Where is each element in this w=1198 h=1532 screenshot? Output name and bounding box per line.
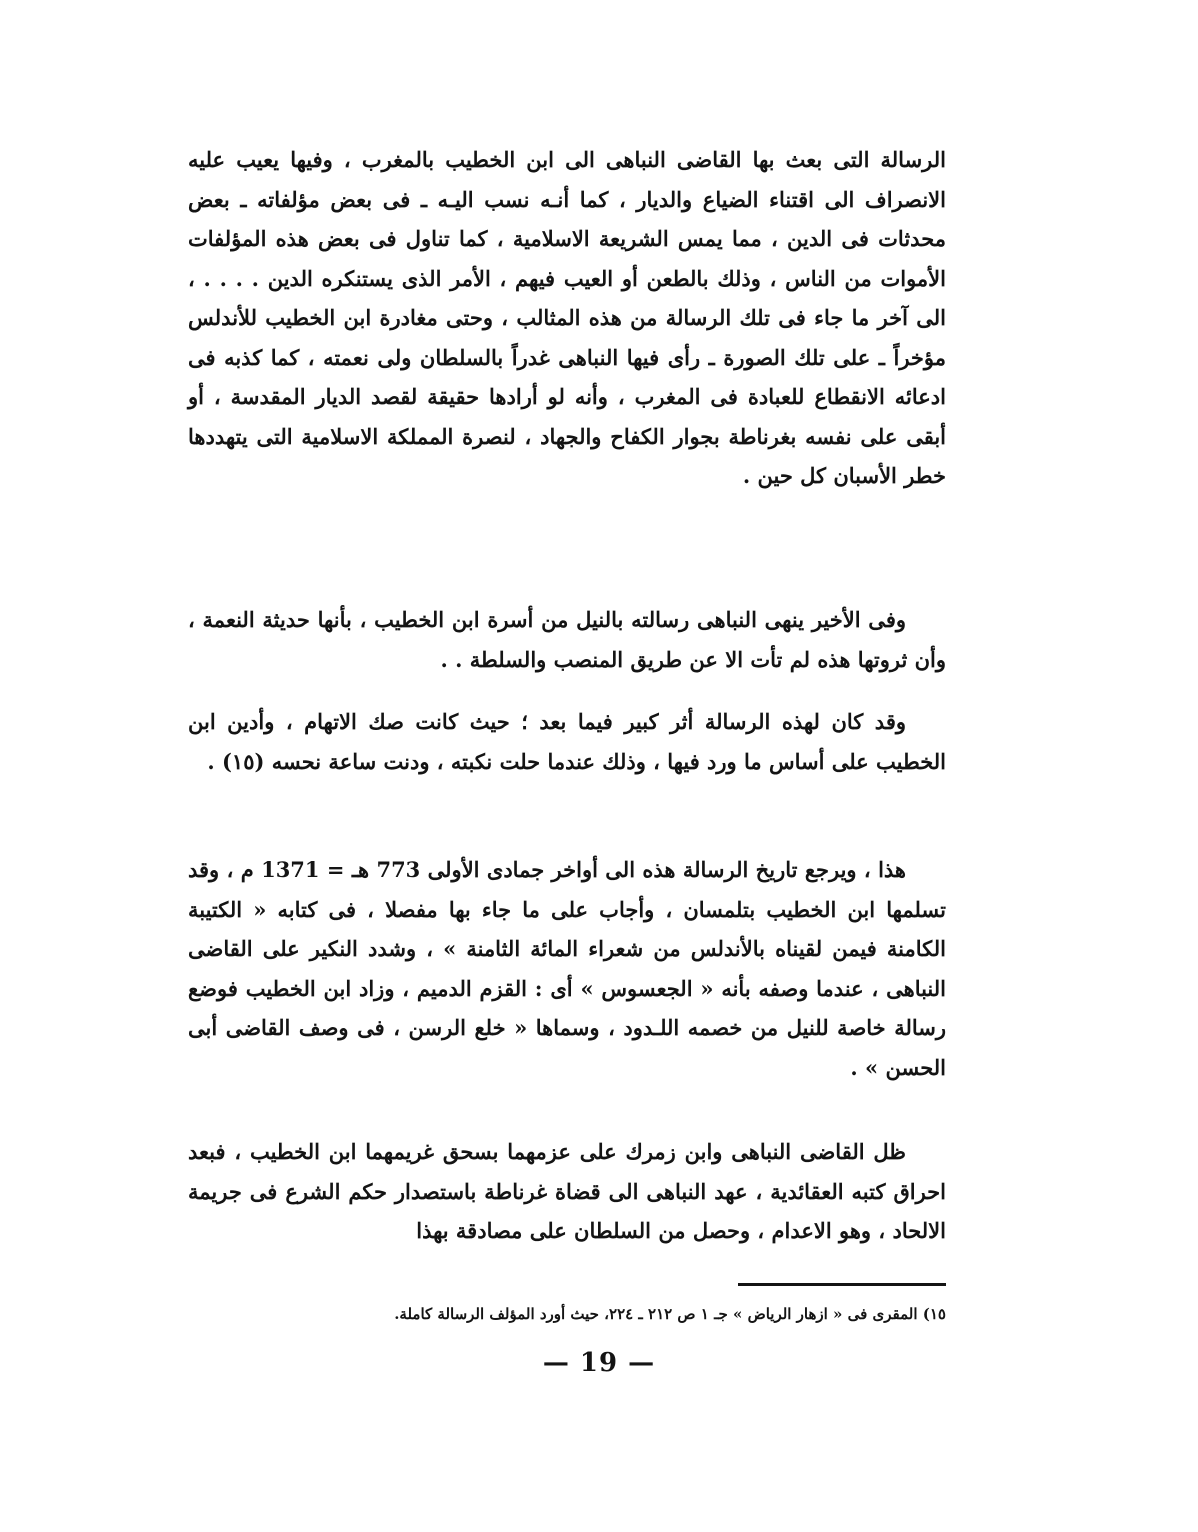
footnote-15: ١٥) المقرى فى « ازهار الرياض » جـ ١ ص ٢١٢ ـ ٢٢٤، حيث أورد المؤلف الرسالة كاملة. <box>394 1305 946 1323</box>
page-number: — 19 — <box>542 1348 656 1378</box>
paragraph-1: الرسالة التى بعث بها القاضى النباهى الى ابن الخطيب بالمغرب ، وفيها يعيب عليه الانصراف الى اقتناء الضياع والديار ، كما أنـه نسب اليـه ـ فى بعض مؤلفاته ـ بعض محدثات فى الدين ، مما يمس الشريعة الاسلامية ، كما تناول فى بعض هذه المؤلفات الأموات من الناس ، وذلك بالطعن أو العيب فيهم ، الأمر الذى يستنكره الدين . . . . ، الى آخر ما جاء فى تلك الرسالة من هذه المثالب ، وحتى مغادرة ابن الخطيب للأندلس مؤخراً ـ على تلك الصورة ـ رأى فيها النباهى غدراً بالسلطان ولى نعمته ، كما كذبه فى ادعائه الانقطاع للعبادة فى المغرب ، وأنه لو أرادها حقيقة لقصد الديار المقدسة ، أو أبقى على نفسه بغرناطة بجوار الكفاح والجهاد ، لنصرة المملكة الاسلامية التى يتهددها خطر الأسبان كل حين . <box>188 147 946 488</box>
paragraph-4: هذا ، ويرجع تاريخ الرسالة هذه الى أواخر جمادى الأولى 773 هـ = 1371 م ، وقد تسلمها ابن الخطيب بتلمسان ، وأجاب على ما جاء بها مفصلا ، فى كتابه « الكتيبة الكامنة فيمن لقيناه بالأندلس من شعراء المائة الثامنة » ، وشدد النكير على القاضى النباهى ، عندما وصفه بأنه « الجعسوس » أى : القزم الدميم ، وزاد ابن الخطيب فوضع رسالة خاصة للنيل من خصمه اللـدود ، وسماها « خلع الرسن ، فى وصف القاضى أبى الحسن » . <box>188 857 946 1080</box>
paragraph-2: وفى الأخير ينهى النباهى رسالته بالنيل من أسرة ابن الخطيب ، بأنها حديثة النعمة ، وأن ثروتها هذه لم تأت الا عن طريق المنصب والسلطة . . <box>188 607 946 672</box>
footnote-divider <box>738 1283 946 1286</box>
paragraph-5: ظل القاضى النباهى وابن زمرك على عزمهما بسحق غريمهما ابن الخطيب ، فبعد احراق كتبه العقائدية ، عهد النباهى الى قضاة غرناطة باستصدار حكم الشرع فى جريمة الالحاد ، وهو الاعدام ، وحصل من السلطان على مصادقة بهذا <box>188 1139 946 1243</box>
paragraph-3: وقد كان لهذه الرسالة أثر كبير فيما بعد ؛ حيث كانت صك الاتهام ، وأدين ابن الخطيب على أساس ما ورد فيها ، وذلك عندما حلت نكبته ، ودنت ساعة نحسه (١٥) . <box>188 709 946 774</box>
